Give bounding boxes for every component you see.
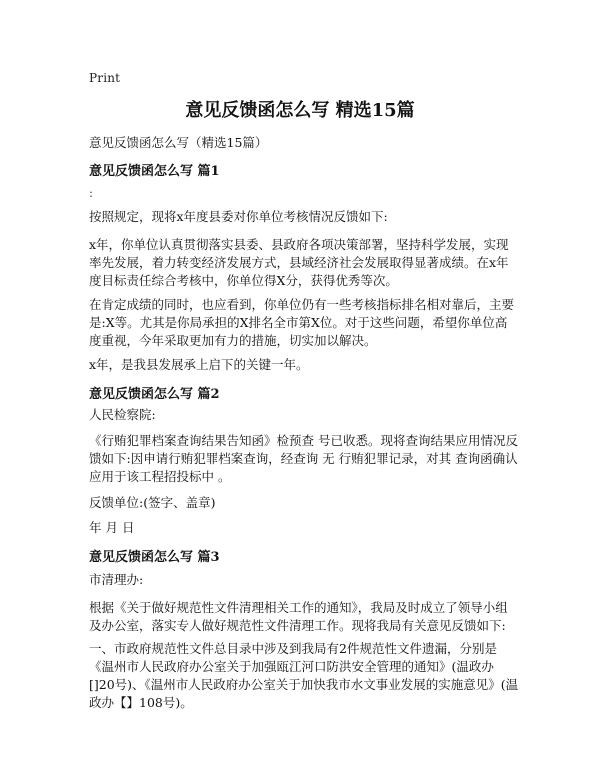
paragraph: 人民检察院: [89, 407, 156, 422]
paragraph: 市清理办: [89, 572, 144, 587]
paragraph: x年，是我县发展承上启下的关键一年。 [89, 357, 309, 372]
paragraph: x年，你单位认真贯彻落实县委、县政府各项决策部署，坚持科学发展，实现率先发展，着力转变经济发展方式，县域经济社会发展取得显著成绩。在x年度目标责任综合考核中，你单位得X分，获得优秀等次。 [89, 237, 509, 288]
document-subtitle: 意见反馈函怎么写（精选15篇） [89, 135, 268, 150]
section-colon: : [89, 186, 94, 200]
paragraph: 按照规定，现将x年度县委对你单位考核情况反馈如下: [89, 209, 388, 224]
paragraph: 一、市政府规范性文件总目录中涉及到我局有2件规范性文件遗漏，分别是《温州市人民政府办公室关于加强瓯江河口防洪安全管理的通知》(温政办[]20号)、《温州市人民政府办公室关于加快我市水文事业发展的实施意见》(温政办【】108号)。 [89, 641, 519, 710]
paragraph: 《行贿犯罪档案查询结果告知函》检预查 号已收悉。现将查询结果应用情况反馈如下:因申请行贿犯罪档案查询，经查询 无 行贿犯罪记录，对其 查询函确认应用于该工程招投标中 。 [89, 433, 518, 484]
section-heading: 意见反馈函怎么写 篇2 [89, 387, 220, 402]
paragraph: 在肯定成绩的同时，也应看到，你单位仍有一些考核指标排名相对靠后，主要是:X等。尤其是你局承担的X排名全市第X位。对于这些问题，希望你单位高度重视，今年采取更加有力的措施，切实加以解决。 [89, 297, 515, 348]
paragraph: 根据《关于做好规范性文件清理相关工作的通知》，我局及时成立了领导小组及办公室，落实专人做好规范性文件清理工作。现将我局有关意见反馈如下: [89, 600, 508, 633]
paragraph: 反馈单位:(签字、盖章) [89, 495, 216, 510]
section-heading: 意见反馈函怎么写 篇1 [89, 164, 220, 179]
paragraph: 年 月 日 [89, 520, 135, 535]
document-title: 意见反馈函怎么写 精选15篇 [185, 100, 415, 121]
print-label: Print [89, 71, 121, 85]
section-heading: 意见反馈函怎么写 篇3 [89, 550, 220, 565]
